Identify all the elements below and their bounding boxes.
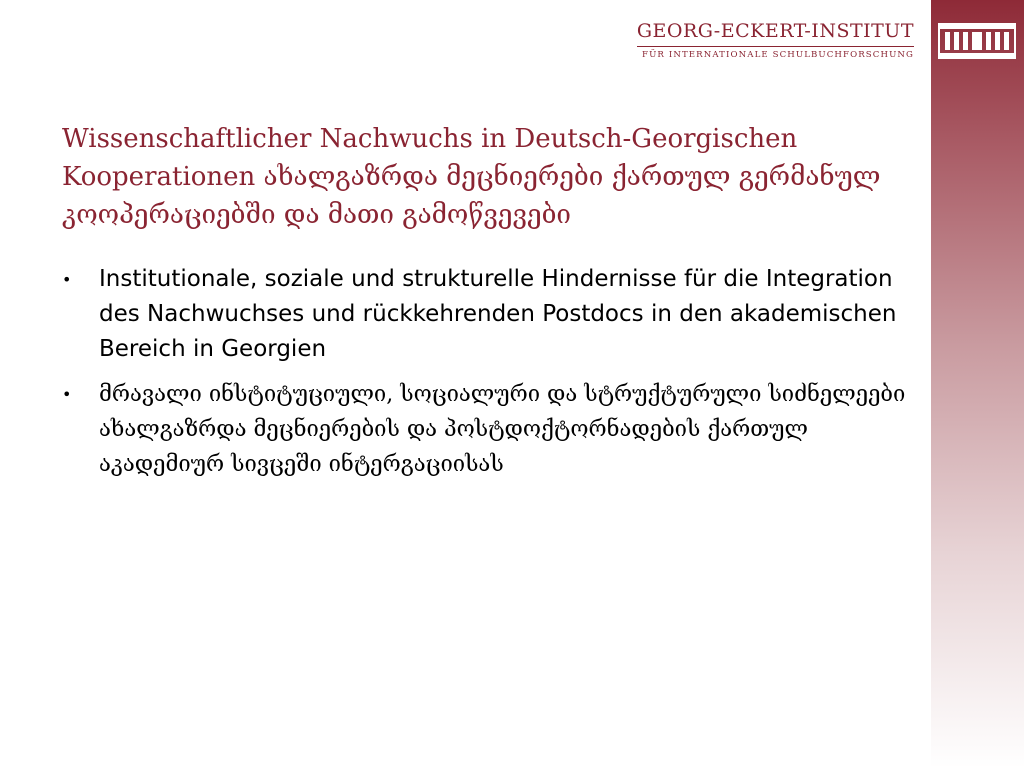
institute-name: GEORG-ECKERT-INSTITUT: [636, 20, 914, 42]
bullet-text: მრავალი ინსტიტუციული, სოციალური და სტრუქტურული სიძნელეები ახალგაზრდა მეცნიერების და პოსტდოქტორნადების ქართულ აკადემიურ სივცეში ინტერგაციისას: [99, 382, 906, 477]
institute-logo-text: [637, 20, 914, 61]
slide-title: Wissenschaftlicher Nachwuchs in Deutsch-Georgischen Kooperationen ახალგაზრდა მეცნიერები ქართულ გერმანულ კოოპერაციებში და მათი გამოწვევები: [62, 124, 881, 230]
side-gradient-band: [931, 0, 1024, 768]
institute-subtitle: FÜR INTERNATIONALE SCHULBUCHFORSCHUNG: [642, 50, 914, 60]
bullet-marker: •: [62, 270, 72, 289]
building-icon: [933, 18, 1021, 62]
bullet-item-german: [62, 262, 922, 367]
bullet-text: Institutionale, soziale und strukturelle Hindernisse für die Integration des Nachwuchses und rückkehrenden Postdocs in den akademischen Bereich in Georgien: [99, 266, 897, 362]
logo-divider: [637, 46, 914, 47]
bullet-item-georgian: [62, 377, 922, 482]
bullet-list: [62, 262, 922, 492]
bullet-marker: •: [62, 385, 72, 404]
